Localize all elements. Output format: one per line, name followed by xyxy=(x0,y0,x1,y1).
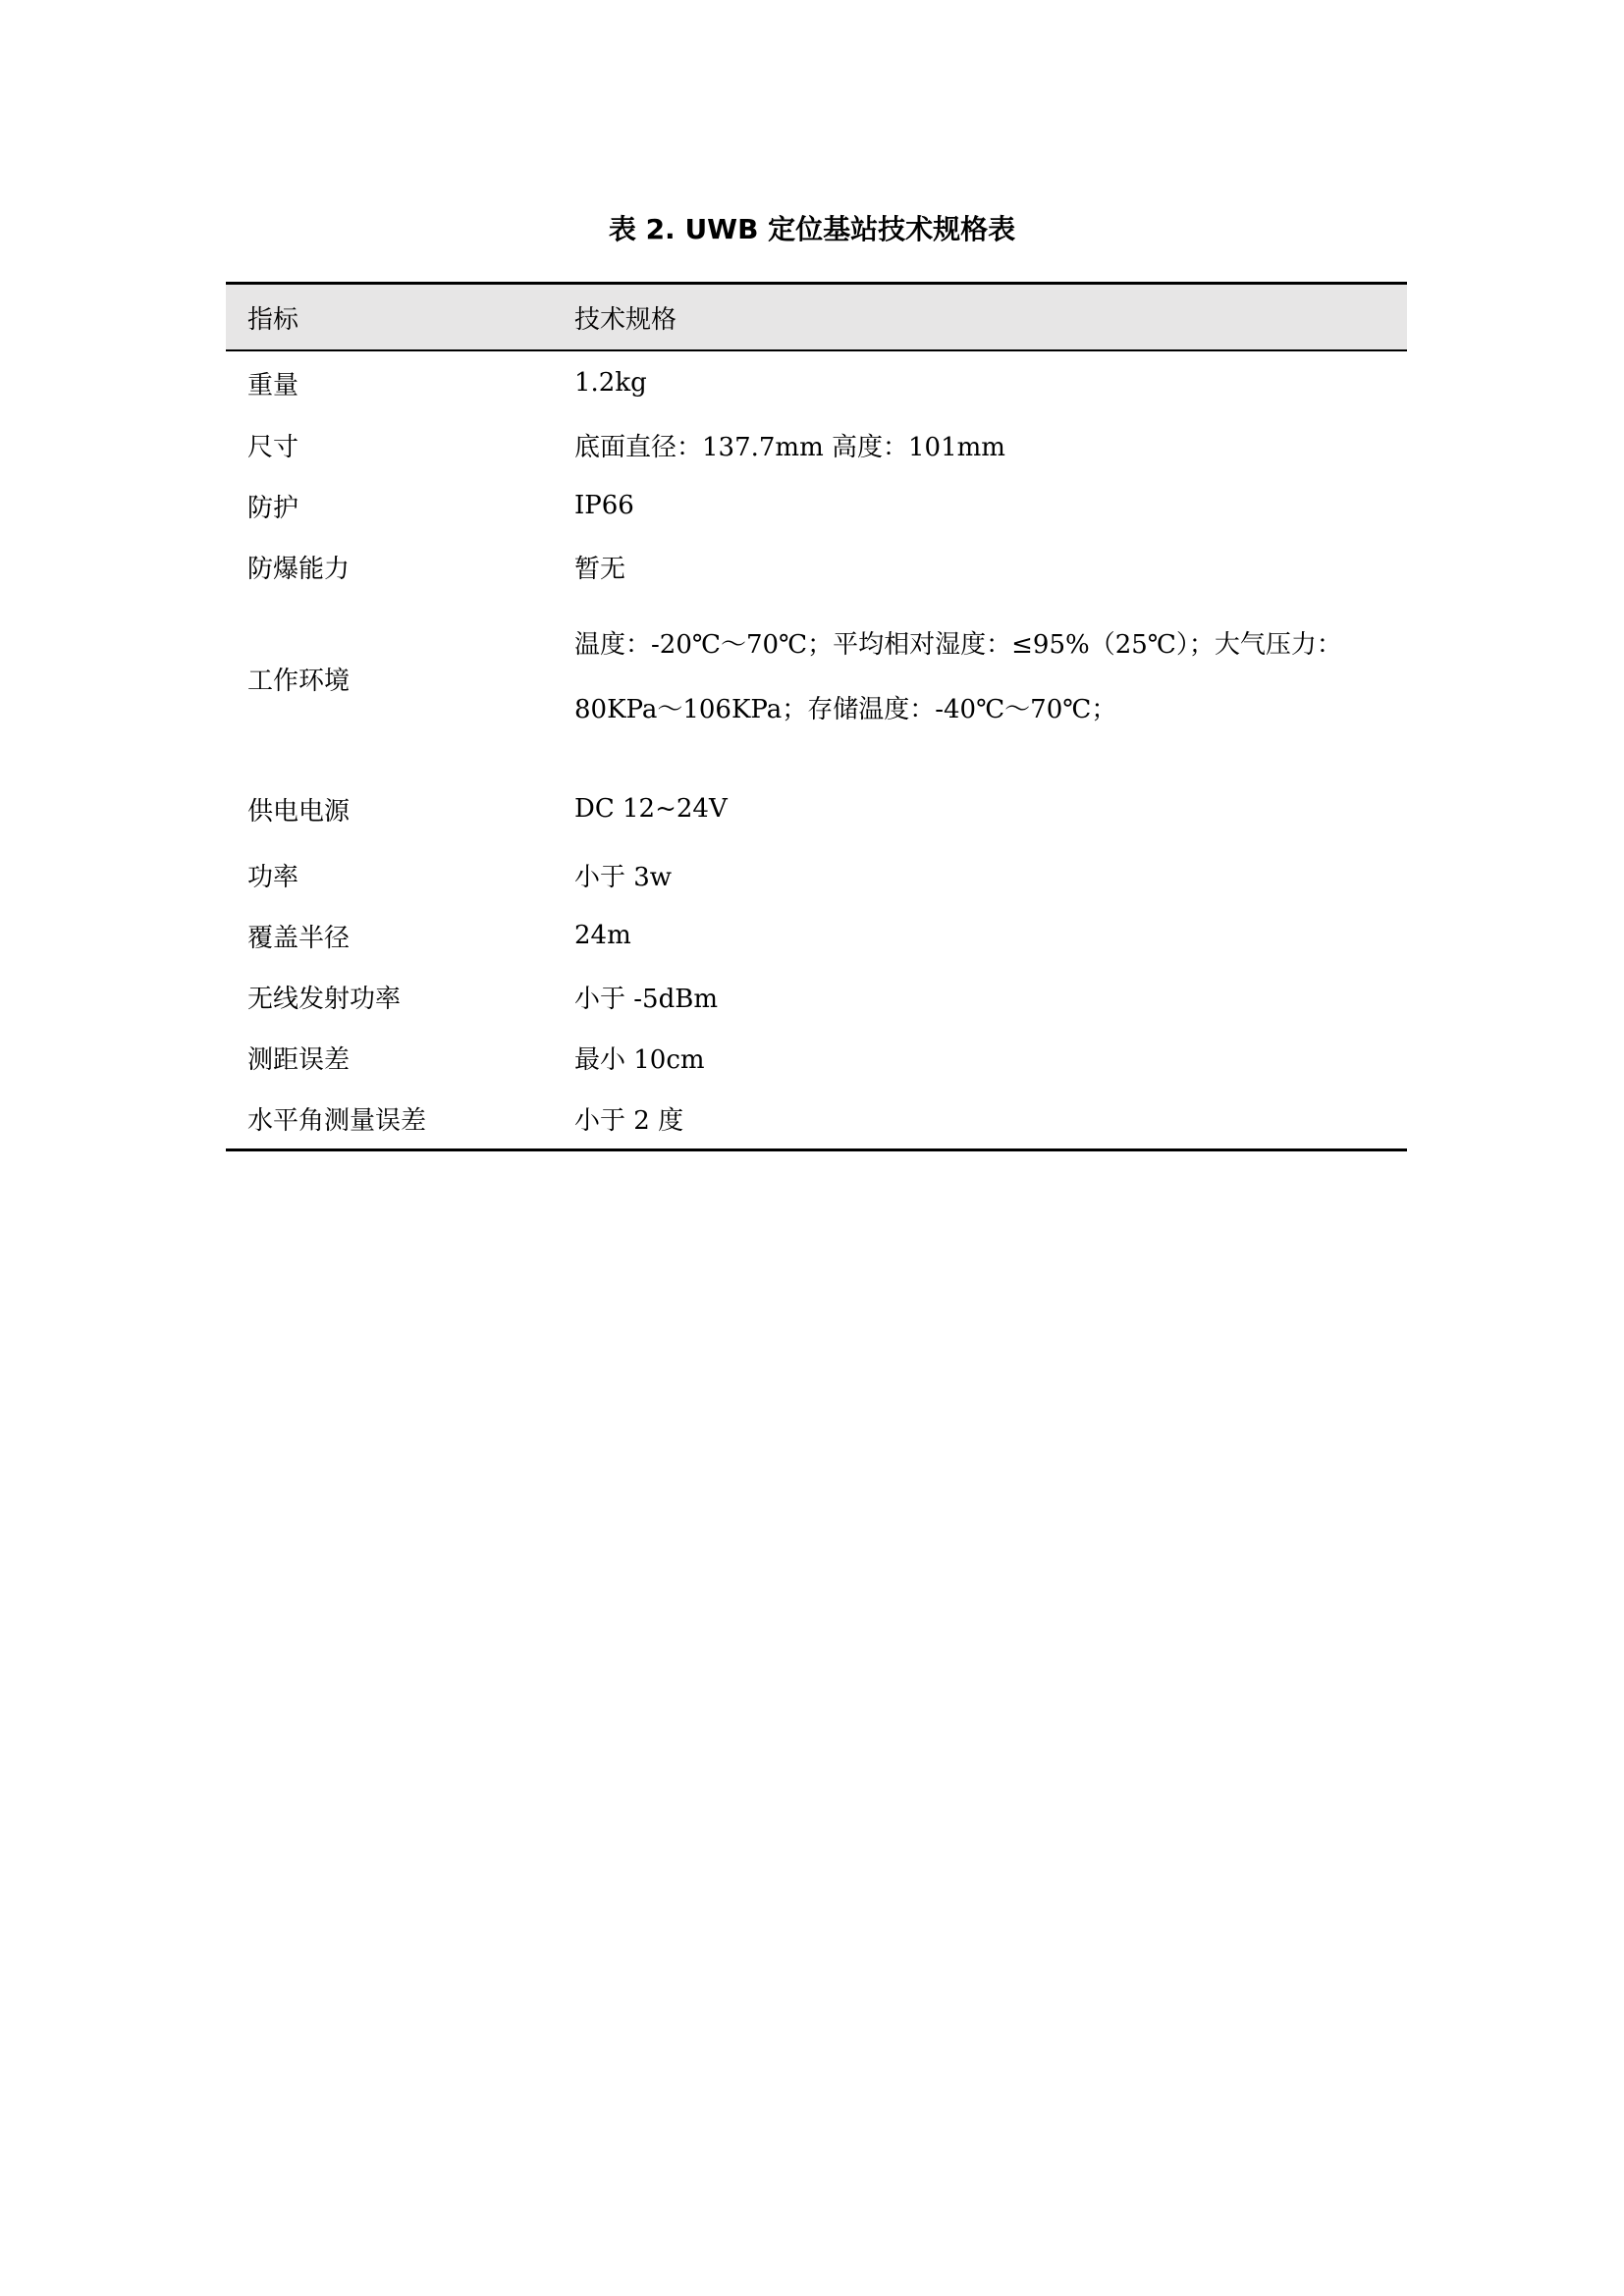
row-key: 防护 xyxy=(247,493,299,523)
row-value: DC 12~24V xyxy=(574,794,728,824)
table-row xyxy=(226,597,1407,760)
table-row xyxy=(226,1088,1407,1150)
row-value: 24m xyxy=(574,921,631,950)
table-row xyxy=(226,760,1407,844)
table-caption: 表 2. UWB 定位基站技术规格表 xyxy=(608,213,1016,245)
row-value: 底面直径：137.7mm 高度：101mm xyxy=(574,432,1005,462)
row-key: 工作环境 xyxy=(247,666,351,696)
table-row xyxy=(226,905,1407,966)
row-value: 最小 10cm xyxy=(574,1044,705,1075)
row-value: 小于 2 度 xyxy=(557,1088,1407,1150)
row-key: 尺寸 xyxy=(247,432,299,462)
table-header-row xyxy=(226,284,1407,351)
header-indicator: 指标 xyxy=(226,284,557,351)
table-row xyxy=(226,1027,1407,1088)
row-value: 暂无 xyxy=(574,554,626,584)
row-key: 重量 xyxy=(247,370,299,400)
row-value: 小于 -5dBm xyxy=(574,984,718,1014)
row-key: 功率 xyxy=(247,862,299,892)
table-row xyxy=(226,536,1407,597)
row-value: 小于 3w xyxy=(574,862,673,892)
row-key: 无线发射功率 xyxy=(247,984,402,1014)
table-row xyxy=(226,475,1407,536)
row-value: 温度：-20℃～70℃；平均相对湿度：≤95%（25℃）；大气压力：80KPa～106KPa；存储温度：-40℃～70℃； xyxy=(574,630,1342,724)
table-row xyxy=(226,966,1407,1027)
row-key: 覆盖半径 xyxy=(247,923,351,953)
row-value: 1.2kg xyxy=(574,368,647,398)
header-spec: 技术规格 xyxy=(557,284,1407,351)
table-row xyxy=(226,350,1407,414)
row-key: 水平角测量误差 xyxy=(226,1088,557,1150)
row-value: IP66 xyxy=(574,491,634,520)
table-row xyxy=(226,414,1407,475)
table-row xyxy=(226,844,1407,905)
row-key: 测距误差 xyxy=(247,1044,351,1075)
row-key: 供电电源 xyxy=(247,796,351,827)
spec-table xyxy=(226,282,1407,1151)
row-key: 防爆能力 xyxy=(247,554,351,584)
